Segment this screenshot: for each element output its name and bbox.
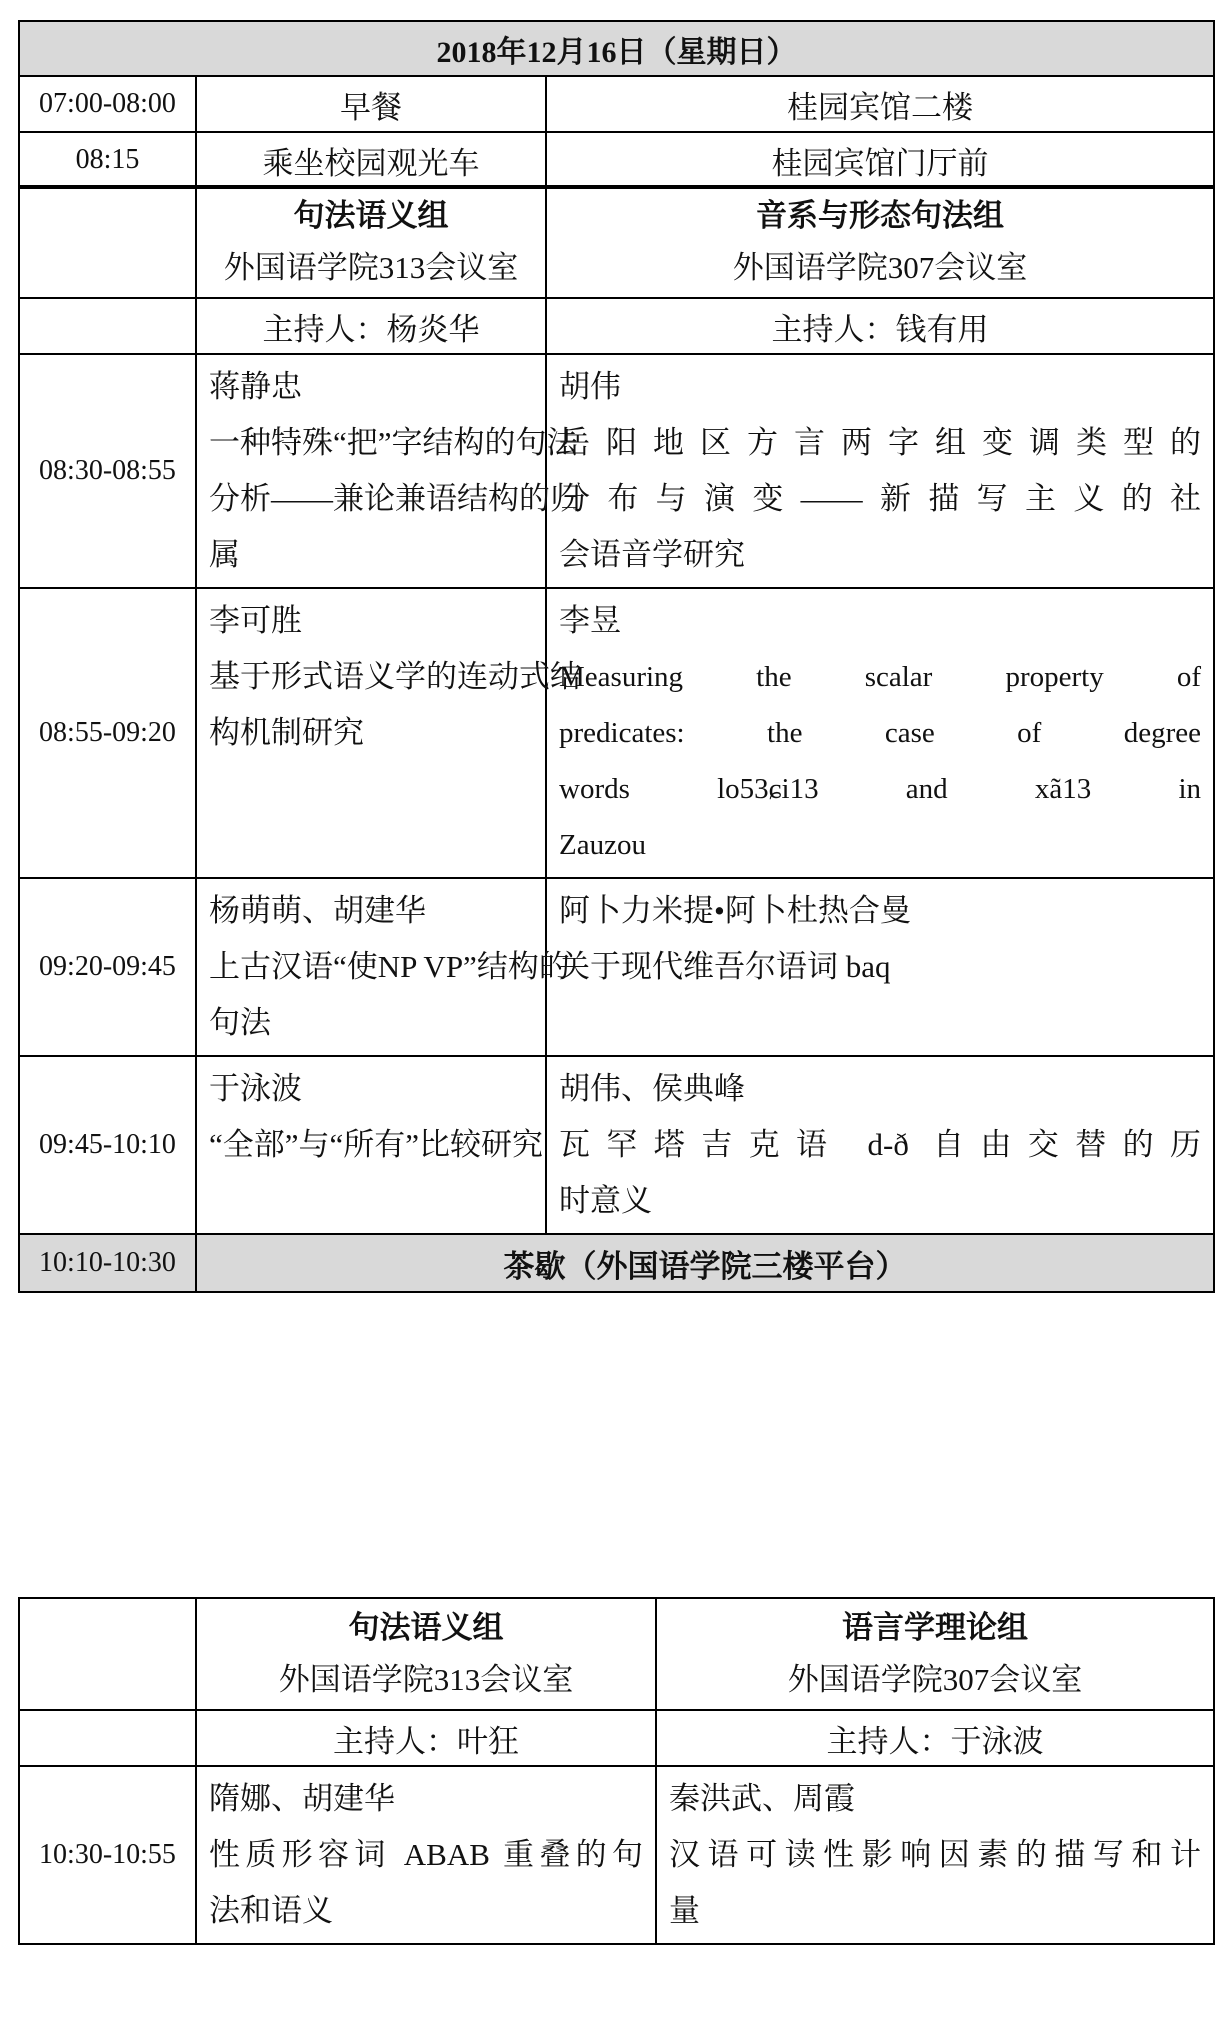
- group-name: 句法语义组: [293, 198, 449, 233]
- talk-title-line: 分析——兼论兼语结构的归: [209, 481, 581, 516]
- talk-title-line: 法和语义: [209, 1893, 333, 1928]
- room-name: 外国语学院313会议室: [278, 1662, 574, 1697]
- talk-right: [546, 588, 1214, 878]
- talk-title-line: 分布与演变——新描写主义的社: [559, 481, 1201, 516]
- group-right-cell: [546, 186, 1214, 298]
- empty-cell: [19, 186, 196, 298]
- talk-title-line: words lo53ɕi13 and xã13 in: [559, 773, 1201, 805]
- time-cell: 10:30-10:55: [19, 1766, 196, 1944]
- time-cell: 08:55-09:20: [19, 588, 196, 878]
- talk-title-line: 上古汉语“使NP VP”结构的: [209, 949, 570, 984]
- room-name: 外国语学院307会议室: [732, 250, 1028, 285]
- talk-left: [196, 588, 581, 878]
- location-cell: 桂园宾馆门厅前: [546, 132, 1214, 188]
- talk-left: [196, 1056, 546, 1234]
- talk-left: [196, 354, 581, 588]
- talk-title-line: 时意义: [559, 1183, 652, 1218]
- talk-title-line: Zauzou: [559, 829, 646, 861]
- empty-cell: [19, 298, 196, 354]
- talk-title-line: 关于现代维吾尔语词 baq: [559, 949, 891, 984]
- speaker: 蒋静忠: [209, 369, 302, 404]
- session-2-table: [18, 1597, 1215, 1945]
- time-cell: 08:30-08:55: [19, 354, 196, 588]
- talk-left: [196, 1766, 656, 1944]
- speaker: 李可胜: [209, 603, 302, 638]
- talk-right: [546, 1056, 1214, 1234]
- empty-cell: [19, 1598, 196, 1710]
- speaker: 阿卜力米提•阿卜杜热合曼: [559, 893, 911, 928]
- talk-right: [546, 354, 1214, 588]
- group-name: 语言学理论组: [842, 1610, 1028, 1645]
- talk-title-line: 一种特殊“把”字结构的句法: [209, 425, 578, 460]
- speaker: 胡伟、侯典峰: [559, 1071, 745, 1106]
- time-cell: 09:20-09:45: [19, 878, 196, 1056]
- talk-right: [656, 1766, 1214, 1944]
- speaker: 隋娜、胡建华: [209, 1781, 395, 1816]
- room-name: 外国语学院313会议室: [223, 250, 519, 285]
- time-cell: 09:45-10:10: [19, 1056, 196, 1234]
- talk-title-line: 构机制研究: [209, 715, 364, 750]
- talk-title-line: 瓦罕塔吉克语 d-ð 自由交替的历: [559, 1127, 1201, 1162]
- session-1-table: [18, 185, 1215, 1293]
- group-left-cell: [196, 186, 546, 298]
- talk-left: [196, 878, 570, 1056]
- talk-title-line: 会语音学研究: [559, 537, 745, 572]
- group-name: 句法语义组: [348, 1610, 504, 1645]
- event-cell: 早餐: [196, 76, 546, 132]
- talk-title-line: “全部”与“所有”比较研究: [209, 1127, 544, 1162]
- talk-title-line: 量: [669, 1893, 700, 1928]
- break-time: 10:10-10:30: [19, 1234, 196, 1292]
- time-cell: 08:15: [19, 132, 196, 188]
- time-cell: 07:00-08:00: [19, 76, 196, 132]
- talk-title-line: Measuring the scalar property of: [559, 661, 1201, 693]
- host-right: 主持人：于泳波: [656, 1710, 1214, 1766]
- schedule-table: [18, 20, 1215, 189]
- room-name: 外国语学院307会议室: [787, 1662, 1083, 1697]
- talk-title-line: 句法: [209, 1005, 271, 1040]
- speaker: 于泳波: [209, 1071, 302, 1106]
- speaker: 李昱: [559, 603, 621, 638]
- talk-title-line: 属: [209, 537, 240, 572]
- day-title: 2018年12月16日（星期日）: [19, 21, 1214, 76]
- host-left: 主持人：叶狂: [196, 1710, 656, 1766]
- group-name: 音系与形态句法组: [756, 198, 1004, 233]
- talk-title-line: 汉语可读性影响因素的描写和计: [669, 1837, 1201, 1872]
- host-left: 主持人：杨炎华: [196, 298, 546, 354]
- empty-cell: [19, 1710, 196, 1766]
- group-right-cell: [656, 1598, 1214, 1710]
- speaker: 秦洪武、周霞: [669, 1781, 855, 1816]
- event-cell: 乘坐校园观光车: [196, 132, 546, 188]
- speaker: 胡伟: [559, 369, 621, 404]
- talk-title-line: 性质形容词 ABAB 重叠的句: [209, 1837, 643, 1872]
- talk-title-line: 岳阳地区方言两字组变调类型的: [559, 425, 1201, 460]
- speaker: 杨萌萌、胡建华: [209, 893, 426, 928]
- talk-title-line: 基于形式语义学的连动式结: [209, 659, 581, 694]
- talk-title-line: predicates: the case of degree: [559, 717, 1201, 749]
- talk-right: [546, 878, 1214, 1056]
- break-label: 茶歇（外国语学院三楼平台）: [196, 1234, 1214, 1292]
- group-left-cell: [196, 1598, 656, 1710]
- host-right: 主持人：钱有用: [546, 298, 1214, 354]
- location-cell: 桂园宾馆二楼: [546, 76, 1214, 132]
